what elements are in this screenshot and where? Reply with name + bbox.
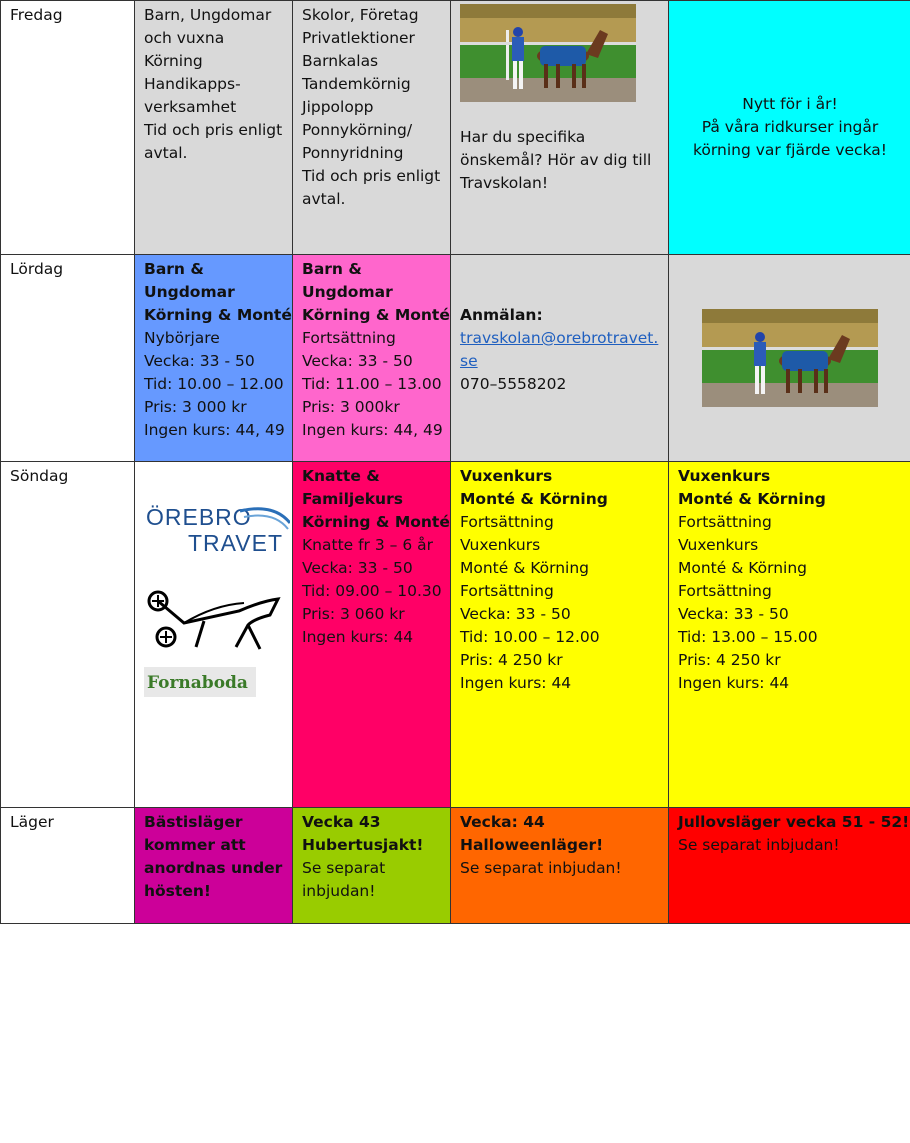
fornaboda-logo-text: Fornaboda [147,673,248,693]
text-line: Pris: 3 000kr [302,398,400,416]
text-line: Knatte fr 3 – 6 år [302,536,433,554]
text-line: På våra ridkurser ingår [701,117,879,136]
text-line: Ingen kurs: 44 [460,674,572,692]
row-fredag [1,1,910,255]
course-title [302,465,450,534]
orebro-travet-logo-icon [144,501,290,563]
text-line: Tid: 09.00 – 10.30 [302,582,442,600]
course-title [460,465,660,511]
text-line: Travskolan! [460,174,549,192]
text-line: avtal. [144,144,188,162]
text-line: Pris: 3 060 kr [302,605,405,623]
text-line: Fortsättning [460,582,554,600]
text-line: Se separat inbjudan! [678,836,840,854]
text-line: Se separat inbjudan! [460,859,622,877]
text-line: körning var fjärde vecka! [692,140,887,159]
fredag-cell-3 [451,1,669,255]
text-line: Ungdomar [144,283,235,301]
text-line: Bästisläger [144,813,243,831]
travet-logo-text: TRAVET [188,530,284,556]
text-line: Monté & Körning [678,559,808,577]
text-line: Ponnykörning/ [302,121,413,139]
text-line: Körning & Monté [302,306,450,324]
text-line: Körning [144,52,203,70]
text-line: Barn, Ungdomar [144,6,272,24]
sondag-cell-logos [135,462,293,808]
text-line: Körning & Monté [144,306,292,324]
text-line: Ingen kurs: 44, 49 [302,421,443,439]
text-line[interactable]: travskolan@orebrotravet. [460,329,659,347]
signup-phone: 070–5558202 [460,375,567,393]
text-line: Fortsättning [678,582,772,600]
text-line: Vecka: 33 - 50 [460,605,571,623]
text-line: Ingen kurs: 44 [678,674,790,692]
text-line: verksamhet [144,98,237,116]
sondag-cell-4 [669,462,910,808]
lordag-cell-2 [293,255,451,462]
text-line: Fortsättning [460,513,554,531]
text-line: önskemål? Hör av dig till [460,151,652,169]
sondag-cell-3 [451,462,669,808]
signup-title: Anmälan: [460,306,543,324]
text-line: Jullovsläger vecka 51 - 52! [678,813,910,831]
text-line: Tid: 10.00 – 12.00 [144,375,284,393]
course-details [144,327,284,442]
text-line: och vuxna [144,29,225,47]
camp-title [460,811,660,857]
text-line: Nybörjare [144,329,220,347]
text-line: Vuxenkurs [678,536,759,554]
camp-title [678,811,910,834]
day-label: Fredag [10,6,63,24]
text-line: Vuxenkurs [460,536,541,554]
day-label: Söndag [10,467,69,485]
text-line: Pris: 3 000 kr [144,398,247,416]
text-line: Vecka 43 [302,813,381,831]
text-line: Jippolopp [302,98,374,116]
text-line: Tid: 13.00 – 15.00 [678,628,818,646]
text-line: Fortsättning [678,513,772,531]
orebro-logo-text: ÖREBRO [146,504,252,530]
text-line: Vecka: 44 [460,813,545,831]
course-details [678,511,902,695]
signup-email-link[interactable] [460,327,660,373]
day-label: Läger [10,813,54,831]
text-line: inbjudan! [302,882,376,900]
horse-photo-icon [460,4,636,102]
text-line: Ingen kurs: 44 [302,628,414,646]
text-line: Tid: 10.00 – 12.00 [460,628,600,646]
text-line: avtal. [302,190,346,208]
text-line: Barn & [144,260,204,278]
text-line: Monté & Körning [460,490,608,508]
camp-title [302,811,442,857]
text-line: Se separat [302,859,386,877]
day-fredag [1,1,135,255]
text-line: Ponnyridning [302,144,404,162]
day-label: Lördag [10,260,64,278]
camp-title [144,811,284,903]
course-details [302,534,442,649]
text-line: Har du specifika [460,128,586,146]
sondag-cell-2 [293,462,451,808]
text-line: Privatlektioner [302,29,415,47]
text-line: Körning & Monté [302,513,450,531]
text-line: Vecka: 33 - 50 [144,352,255,370]
row-lordag [1,255,910,462]
course-title [144,258,292,327]
text-line: Vecka: 33 - 50 [302,352,413,370]
fredag-cell-3-text [460,126,660,195]
text-line: Vuxenkurs [678,467,771,485]
text-line: Tandemkörnig [302,75,411,93]
text-line: Handikapps- [144,75,241,93]
text-line: Vecka: 33 - 50 [678,605,789,623]
row-sondag [1,462,910,808]
text-line: Ingen kurs: 44, 49 [144,421,285,439]
lordag-cell-1 [135,255,293,462]
text-line: Monté & Körning [678,490,826,508]
text-line: anordnas under [144,859,283,877]
text-line: Familjekurs [302,490,403,508]
text-line: Barn & [302,260,362,278]
text-line: Tid och pris enligt [144,121,283,139]
lager-cell-3 [451,808,669,924]
camp-details [302,857,442,903]
fredag-cell-1 [135,1,293,255]
fredag-cell-4 [669,1,910,255]
text-line: Monté & Körning [460,559,590,577]
course-title [678,465,902,511]
text-line[interactable]: se [460,352,478,370]
day-lordag [1,255,135,462]
text-line: Knatte & [302,467,380,485]
horse-photo-icon [702,309,878,407]
lordag-cell-3 [451,255,669,462]
sulky-driver-logo-icon [144,585,284,651]
day-sondag [1,462,135,808]
text-line: kommer att [144,836,246,854]
course-details [460,511,660,695]
day-lager [1,808,135,924]
text-line: Pris: 4 250 kr [460,651,563,669]
lager-cell-4 [669,808,910,924]
lager-cell-2 [293,808,451,924]
row-lager [1,808,910,924]
camp-details [460,857,660,880]
course-details [302,327,442,442]
course-title [302,258,450,327]
text-line: hösten! [144,882,211,900]
text-line: Fortsättning [302,329,396,347]
text-line: Ungdomar [302,283,393,301]
lager-cell-1 [135,808,293,924]
text-line: Halloweenläger! [460,836,604,854]
text-line: Vuxenkurs [460,467,553,485]
camp-details [678,834,902,857]
text-line: Tid och pris enligt [302,167,441,185]
fredag-cell-2 [293,1,451,255]
text-line: Tid: 11.00 – 13.00 [302,375,442,393]
text-line: Vecka: 33 - 50 [302,559,413,577]
text-line: Pris: 4 250 kr [678,651,781,669]
text-line: Barnkalas [302,52,379,70]
text-line: Skolor, Företag [302,6,419,24]
fornaboda-logo-icon [144,667,256,697]
lordag-cell-4 [669,255,910,462]
text-line: Nytt för i år! [742,94,838,113]
text-line: Hubertusjakt! [302,836,424,854]
